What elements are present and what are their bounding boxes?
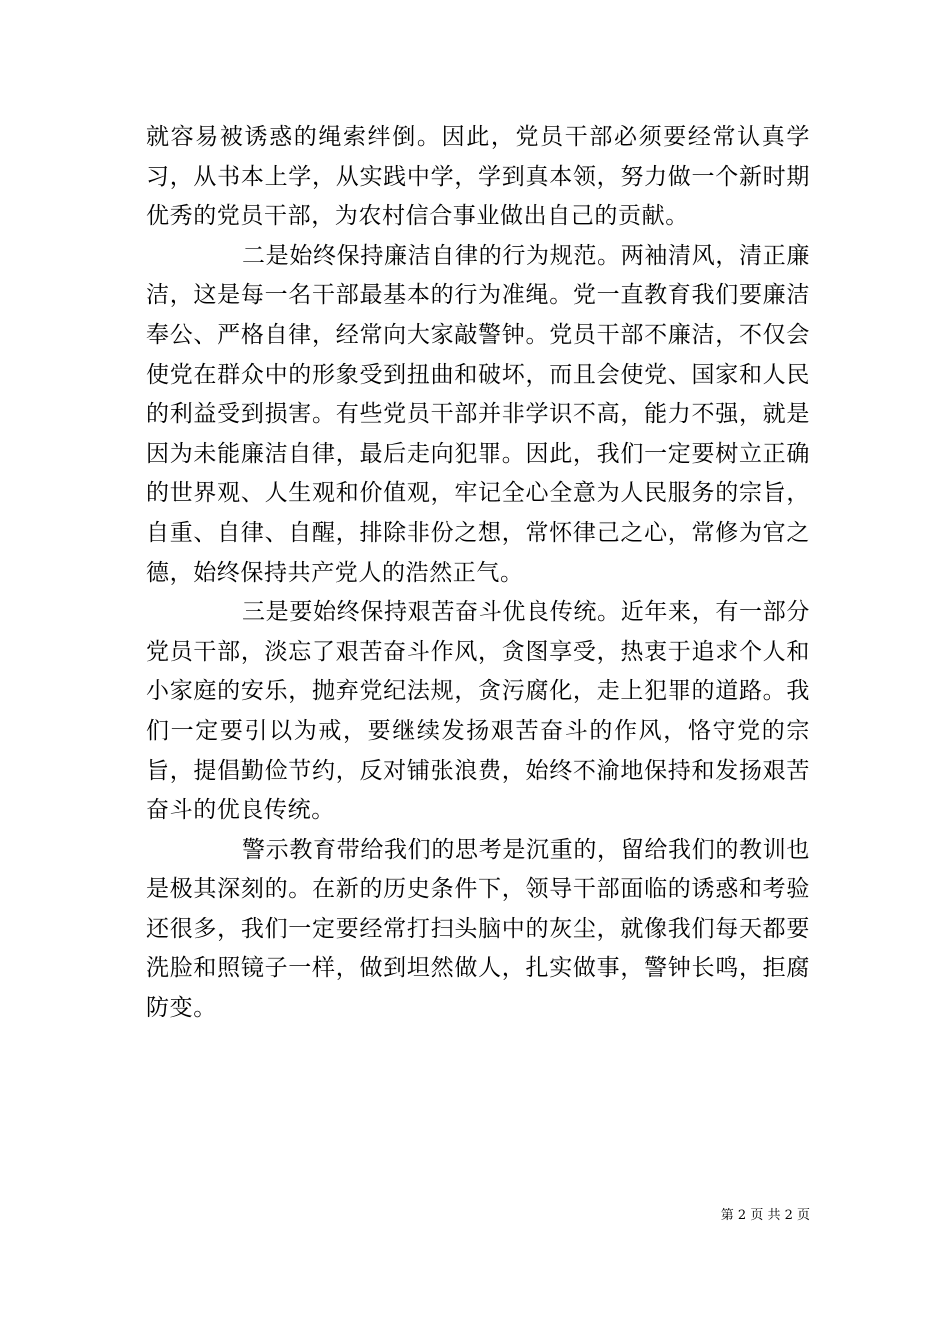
paragraph-point-three: 三是要始终保持艰苦奋斗优良传统。近年来，有一部分党员干部，淡忘了艰苦奋斗作风，贪图享受，热衷于追求个人和小家庭的安乐，抛弃党纪法规，贪污腐化，走上犯罪的道路。我们一定要引以为戒，要继续发扬艰苦奋斗的作风，恪守党的宗旨，提倡勤俭节约，反对铺张浪费，始终不渝地保持和发扬艰苦奋斗的优良传统。 (146, 599, 810, 824)
document-body (146, 118, 810, 1029)
paragraph-continuation: 就容易被诱惑的绳索绊倒。因此，党员干部必须要经常认真学习，从书本上学，从实践中学，学到真本领，努力做一个新时期优秀的党员干部，为农村信合事业做出自己的贡献。 (146, 124, 810, 230)
paragraph-conclusion: 警示教育带给我们的思考是沉重的，留给我们的教训也是极其深刻的。在新的历史条件下，领导干部面临的诱惑和考验还很多，我们一定要经常打扫头脑中的灰尘，就像我们每天都要洗脸和照镜子一样，做到坦然做人，扎实做事，警钟长鸣，拒腐防变。 (146, 836, 810, 1022)
page-number-footer: 第 2 页 共 2 页 (720, 1208, 810, 1223)
paragraph-point-two: 二是始终保持廉洁自律的行为规范。两袖清风，清正廉洁，这是每一名干部最基本的行为准绳。党一直教育我们要廉洁奉公、严格自律，经常向大家敲警钟。党员干部不廉洁，不仅会使党在群众中的形象受到扭曲和破坏，而且会使党、国家和人民的利益受到损害。有些党员干部并非学识不高，能力不强，就是因为未能廉洁自律，最后走向犯罪。因此，我们一定要树立正确的世界观、人生观和价值观，牢记全心全意为人民服务的宗旨，自重、自律、自醒，排除非份之想，常怀律己之心，常修为官之德，始终保持共产党人的浩然正气。 (146, 242, 810, 586)
